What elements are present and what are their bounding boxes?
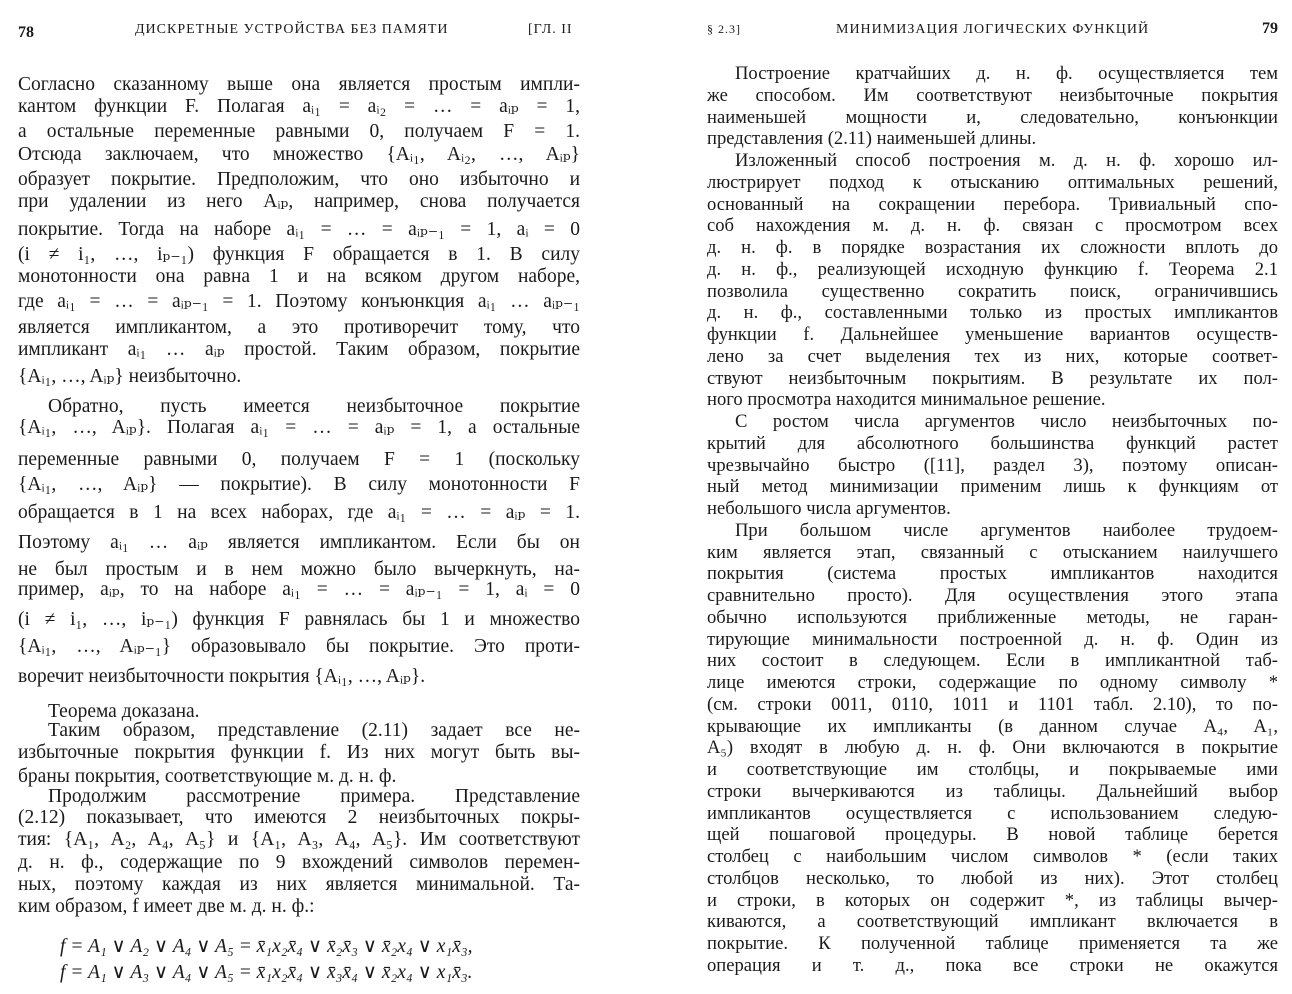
text-line: и соответствующие им столбцы, и покрываемые ими [707, 759, 1278, 780]
text-line: образует покрытие. Предположим, что оно избыточно и [18, 169, 580, 190]
text-line: ный метод минимизации применим лишь к функциям от [707, 476, 1278, 498]
text-line: тия: {A₁, A₂, A₄, A₅} и {A₁, A₃, A₄, A₅}. Им соответствуют [18, 829, 580, 850]
text-line: д. н. ф., составленными только из простых импликантов [707, 302, 1278, 324]
text-line: обращается в 1 на всех наборах, где aᵢ₁ = … = aᵢₚ = 1. [18, 502, 580, 523]
text-line: {Aᵢ₁, …, Aᵢₚ}. Полагая aᵢ₁ = … = aᵢₚ = 1, а остальные [18, 417, 580, 438]
text-line: покрытия (система простых импликантов находится [707, 563, 1278, 585]
text-line: Поэтому aᵢ₁ … aᵢₚ является импликантом. Если бы он [18, 532, 580, 553]
text-line: операция и т. д., пока все строки не окажутся [707, 954, 1278, 976]
formula-mdnf-2: f = A₁ ∨ A₃ ∨ A₄ ∨ A₅ = x̄₁x₂x̄₄ ∨ x̄₃x̄₄ ∨ x̄₂x₄ ∨ x₁x̄₃. [60, 962, 473, 983]
text-line: соб нахождения м. д. н. ф. связан с просмотром всех [707, 215, 1278, 237]
text-line: и строки, в которых он содержит *, из таблицы вычер- [707, 889, 1278, 911]
text-line: (см. строки 0011, 0110, 1011 и 1101 табл. 2.10), то по- [707, 693, 1278, 715]
running-title: ДИСКРЕТНЫЕ УСТРОЙСТВА БЕЗ ПАМЯТИ [135, 22, 449, 37]
page-number: 78 [18, 24, 34, 41]
text-line: пример, aᵢₚ, то на наборе aᵢ₁ = … = aᵢₚ₋₁ = 1, aᵢ = 0 [18, 579, 580, 600]
text-line: браны покрытия, соответствующие м. д. н. ф. [18, 766, 397, 787]
text-line: крытий для абсолютного большинства функций растет [707, 432, 1278, 454]
text-line: а остальные переменные равными 0, получаем F = 1. [18, 121, 580, 142]
text-line: покрытие. К полученной таблице применяется та же [707, 933, 1278, 954]
text-line: избыточные покрытия функции f. Из них могут быть вы- [18, 742, 580, 763]
text-line: столбцов несколько, то любой из них). Этот столбец [707, 867, 1278, 889]
text-line: Построение кратчайших д. н. ф. осуществляется тем [735, 63, 1278, 84]
section-mark: § 2.3] [707, 22, 741, 36]
text-line: монотонности она равна 1 и на всяком другом наборе, [18, 266, 580, 287]
text-line: {Aᵢ₁, …, Aᵢₚ₋₁} образовывало бы покрытие. Это проти- [18, 636, 580, 657]
text-line: обычно используются приближенные методы, не гаран- [707, 606, 1278, 628]
text-line: покрытие. Тогда на наборе aᵢ₁ = … = aᵢₚ₋₁ = 1, aᵢ = 0 [18, 219, 580, 240]
text-line: чрезвычайно быстро ([11], раздел 3), поэтому описан- [707, 454, 1278, 476]
text-line: ким образом, f имеет две м. д. н. ф.: [18, 896, 315, 917]
text-line: Изложенный способ построения м. д. н. ф. хорошо ил- [735, 150, 1278, 171]
text-line: Обратно, пусть имеется неизбыточное покрытие [48, 396, 580, 417]
text-line: лено за счет выделения тех из них, которые соответ- [707, 345, 1278, 367]
text-line: (i ≠ i₁, …, iₚ₋₁) функция F обращается в 1. В силу [18, 244, 580, 265]
text-line: столбец с наибольшим числом символов * (если таких [707, 846, 1278, 867]
text-line: небольшого числа аргументов. [707, 498, 951, 519]
chapter-mark: [ГЛ. II [528, 22, 573, 37]
text-line: (2.12) показывает, что имеются 2 неизбыточных покры- [18, 807, 580, 828]
text-line: является импликантом, а это противоречит тому, что [18, 317, 580, 338]
text-line: С ростом числа аргументов число неизбыточных по- [735, 411, 1278, 432]
text-line: люстрирует подход к отысканию оптимальных решений, [707, 171, 1278, 193]
text-line: них состоит в следующем. Если в импликантной таб- [707, 650, 1278, 672]
text-line: переменные равными 0, получаем F = 1 (поскольку [18, 449, 580, 470]
text-line: Согласно сказанному выше она является простым импли- [18, 74, 580, 95]
text-line: Теорема доказана. [48, 701, 200, 722]
text-line: при удалении из него Aᵢₚ, например, снова получается [18, 191, 580, 212]
text-line: тирующие минимальности построенной д. н. ф. Один из [707, 628, 1278, 650]
text-line: Отсюда заключаем, что множество {Aᵢ₁, Aᵢ₂, …, Aᵢₚ} [18, 144, 580, 165]
text-line: где aᵢ₁ = … = aᵢₚ₋₁ = 1. Поэтому конъюнкция aᵢ₁ … aᵢₚ₋₁ [18, 291, 580, 312]
text-line: ким является этап, связанный с отысканием наилучшего [707, 541, 1278, 563]
text-line: не был простым и в нем можно было вычеркнуть, на- [18, 559, 580, 580]
text-line: (i ≠ i₁, …, iₚ₋₁) функция F равнялась бы 1 и множество [18, 609, 580, 630]
text-line: кантом функции F. Полагая aᵢ₁ = aᵢ₂ = … = aᵢₚ = 1, [18, 96, 580, 117]
formula-mdnf-1: f = A₁ ∨ A₂ ∨ A₄ ∨ A₅ = x̄₁x₂x̄₄ ∨ x̄₂x̄₃ ∨ x̄₂x₄ ∨ x₁x̄₃, [60, 936, 473, 957]
text-line: импликант aᵢ₁ … aᵢₚ простой. Таким образом, покрытие [18, 339, 580, 360]
text-line: строки вычеркиваются из таблицы. Дальнейший выбор [707, 780, 1278, 802]
text-line: ного просмотра находится минимальное решение. [707, 389, 1106, 411]
text-line: сравнительно просто). Для осуществления этого этапа [707, 585, 1278, 606]
text-line: основанный на сокращении перебора. Тривиальный спо- [707, 193, 1278, 215]
text-line: Таким образом, представление (2.11) задает все не- [48, 720, 580, 741]
text-line: д. н. ф. в порядке возрастания их сложности вплоть до [707, 237, 1278, 258]
page-number: 79 [1262, 20, 1278, 37]
text-line: При большом числе аргументов наиболее трудоем- [735, 519, 1278, 541]
text-line: {Aᵢ₁, …, Aᵢₚ} неизбыточно. [18, 366, 242, 387]
text-line: представления (2.11) наименьшей длины. [707, 128, 1037, 150]
right-page [646, 0, 1292, 994]
text-line: лице имеются строки, содержащие по одному символу * [707, 672, 1278, 693]
text-line: {Aᵢ₁, …, Aᵢₚ} — покрытие). В силу монотонности F [18, 474, 580, 495]
text-line: импликантов осуществляется с использованием следую- [707, 802, 1278, 824]
text-line: щей пошаговой процедуры. В новой таблице берется [707, 824, 1278, 846]
text-line: функции f. Дальнейшее уменьшение вариантов осуществ- [707, 324, 1278, 345]
text-line: д. н. ф., реализующей исходную функцию f. Теорема 2.1 [707, 258, 1278, 280]
text-line: ствуют неизбыточным покрытиям. В результате их пол- [707, 367, 1278, 389]
running-title: МИНИМИЗАЦИЯ ЛОГИЧЕСКИХ ФУНКЦИЙ [836, 22, 1150, 37]
text-line: наименьшей мощности и, следовательно, конъюнкции [707, 106, 1278, 128]
text-line: крывающие их импликанты (в данном случае A₄, A₁, [707, 715, 1278, 737]
text-line: воречит неизбыточности покрытия {Aᵢ₁, …, Aᵢₚ}. [18, 666, 426, 687]
text-line: д. н. ф., содержащие по 9 вхождений символов перемен- [18, 852, 580, 873]
text-line: позволила существенно сократить поиск, ограничившись [707, 280, 1278, 302]
text-line: Продолжим рассмотрение примера. Представление [48, 786, 580, 807]
text-line: киваются, а соответствующий импликант включается в [707, 911, 1278, 933]
text-line: A₅) входят в любую д. н. ф. Они включаются в покрытие [707, 737, 1278, 759]
text-line: ных, поэтому каждая из них является минимальной. Та- [18, 874, 580, 895]
text-line: же способом. Им соответствуют неизбыточные покрытия [707, 84, 1278, 106]
